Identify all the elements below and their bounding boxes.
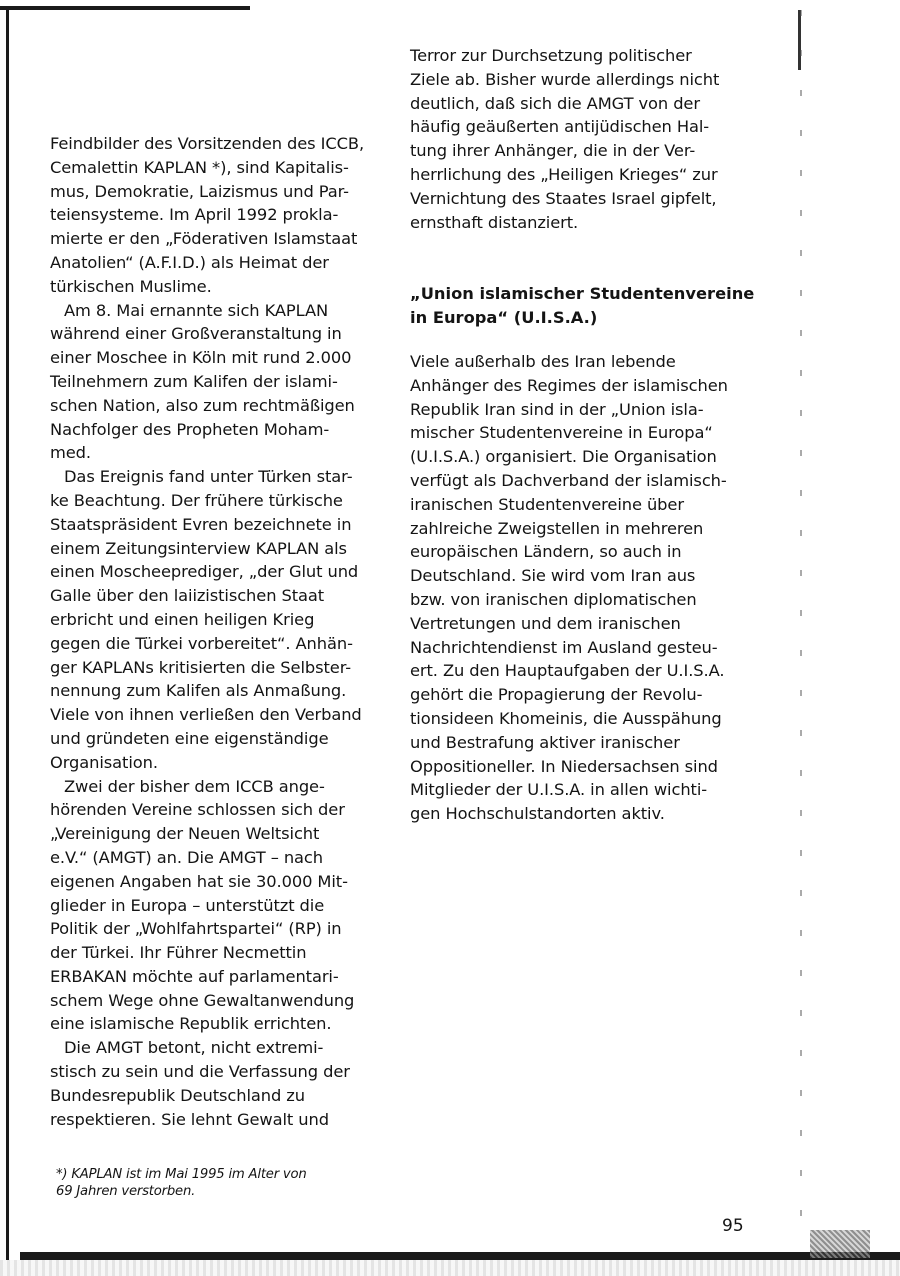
text-line: häufig geäußerten antijüdischen Hal-: [410, 117, 710, 137]
right-column-body: [410, 350, 770, 826]
scan-noise-corner: [810, 1230, 870, 1258]
text-line: ernsthaft distanziert.: [410, 212, 579, 232]
text-line: Anatolien“ (A.F.I.D.) als Heimat der: [50, 252, 329, 272]
text-line: deutlich, daß sich die AMGT von der: [410, 93, 700, 113]
text-line: Nachrichtendienst im Ausland gesteu-: [410, 637, 718, 657]
text-line: während einer Großveranstaltung in: [50, 324, 342, 344]
text-line: Organisation.: [50, 752, 158, 772]
text-line: Politik der „Wohlfahrtspartei“ (RP) in: [50, 919, 342, 939]
text-line: Galle über den laiizistischen Staat: [50, 586, 325, 606]
text-line: mus, Demokratie, Laizismus und Par-: [50, 181, 349, 201]
text-line: e.V.“ (AMGT) an. Die AMGT – nach: [50, 847, 323, 867]
text-line: hörenden Vereine schlossen sich der: [50, 800, 345, 820]
scan-edge-top: [0, 6, 250, 10]
footnote: [56, 1166, 356, 1200]
text-line: Am 8. Mai ernannte sich KAPLAN: [64, 300, 329, 320]
text-line: Deutschland. Sie wird vom Iran aus: [410, 566, 696, 586]
text-line: stisch zu sein und die Verfassung der: [50, 1062, 350, 1082]
scan-noise-bottom: [0, 1260, 900, 1276]
text-line: schem Wege ohne Gewaltanwendung: [50, 990, 355, 1010]
text-line: gen Hochschulstandorten aktiv.: [410, 804, 665, 824]
text-line: einer Moschee in Köln mit rund 2.000: [50, 348, 352, 368]
text-line: Das Ereignis fand unter Türken star-: [64, 467, 353, 487]
text-line: Die AMGT betont, nicht extremi-: [64, 1038, 324, 1058]
text-line: Anhänger des Regimes der islamischen: [410, 375, 728, 395]
text-line: respektieren. Sie lehnt Gewalt und: [50, 1109, 329, 1129]
text-line: mischer Studentenvereine in Europa“: [410, 423, 713, 443]
text-line: *) KAPLAN ist im Mai 1995 im Alter von: [56, 1167, 307, 1182]
text-line: Viele außerhalb des Iran lebende: [410, 352, 676, 371]
text-line: Staatspräsident Evren bezeichnete in: [50, 514, 352, 534]
text-line: Nachfolger des Propheten Moham-: [50, 419, 330, 439]
text-line: „Vereinigung der Neuen Weltsicht: [50, 824, 320, 844]
text-line: Oppositioneller. In Niedersachsen sind: [410, 756, 718, 776]
text-line: einem Zeitungsinterview KAPLAN als: [50, 538, 347, 558]
paragraph: [50, 775, 380, 1037]
section-heading-uisa: [410, 282, 770, 330]
text-line: und Bestrafung aktiver iranischer: [410, 732, 680, 752]
text-line: zahlreiche Zweigstellen in mehreren: [410, 518, 704, 538]
text-line: Viele von ihnen verließen den Verband: [50, 705, 362, 725]
paragraph: [50, 1036, 380, 1131]
text-line: tionsideen Khomeinis, die Ausspähung: [410, 708, 722, 728]
right-column-intro: [410, 44, 760, 234]
text-line: glieder in Europa – unterstützt die: [50, 895, 325, 915]
text-line: Republik Iran sind in der „Union isla-: [410, 399, 704, 419]
text-line: Zwei der bisher dem ICCB ange-: [64, 776, 325, 796]
text-line: Mitglieder der U.I.S.A. in allen wichti-: [410, 780, 708, 800]
text-line: mierte er den „Föderativen Islamstaat: [50, 229, 358, 249]
paragraph: [50, 465, 380, 774]
text-line: der Türkei. Ihr Führer Necmettin: [50, 943, 307, 963]
text-line: Ziele ab. Bisher wurde allerdings nicht: [410, 69, 720, 89]
text-line: ke Beachtung. Der frühere türkische: [50, 490, 343, 510]
paragraph: [50, 132, 380, 299]
text-line: „Union islamischer Studentenvereine: [410, 284, 755, 303]
text-line: tung ihrer Anhänger, die in der Ver-: [410, 141, 696, 161]
text-line: nennung zum Kalifen als Anmaßung.: [50, 681, 347, 701]
text-line: gegen die Türkei vorbereitet“. Anhän-: [50, 633, 353, 653]
text-line: ger KAPLANs kritisierten die Selbster-: [50, 657, 352, 677]
text-line: Bundesrepublik Deutschland zu: [50, 1085, 305, 1105]
scan-edge-right: [800, 10, 802, 1250]
text-line: (U.I.S.A.) organisiert. Die Organisation: [410, 447, 717, 467]
text-line: verfügt als Dachverband der islamisch-: [410, 470, 727, 490]
text-line: Terror zur Durchsetzung politischer: [410, 46, 692, 65]
text-line: schen Nation, also zum rechtmäßigen: [50, 395, 355, 415]
text-line: eigenen Angaben hat sie 30.000 Mit-: [50, 871, 348, 891]
text-line: teiensysteme. Im April 1992 prokla-: [50, 205, 339, 225]
text-line: bzw. von iranischen diplomatischen: [410, 589, 697, 609]
text-line: erbricht und einen heiligen Krieg: [50, 609, 315, 629]
paragraph: [50, 299, 380, 466]
page-number: 95: [722, 1216, 744, 1236]
text-line: med.: [50, 443, 91, 463]
scan-edge-bottom: [20, 1252, 900, 1260]
text-line: 69 Jahren verstorben.: [56, 1184, 196, 1199]
text-line: Vernichtung des Staates Israel gipfelt,: [410, 188, 717, 208]
text-line: Feindbilder des Vorsitzenden des ICCB,: [50, 134, 365, 153]
text-line: herrlichung des „Heiligen Krieges“ zur: [410, 164, 718, 184]
left-text-column: [50, 132, 380, 1131]
text-line: iranischen Studentenvereine über: [410, 494, 684, 514]
text-line: Cemalettin KAPLAN *), sind Kapitalis-: [50, 157, 349, 177]
scan-edge-left: [6, 10, 9, 1260]
text-line: und gründeten eine eigenständige: [50, 728, 329, 748]
text-line: ERBAKAN möchte auf parlamentari-: [50, 966, 339, 986]
text-line: eine islamische Republik errichten.: [50, 1014, 332, 1034]
text-line: Vertretungen und dem iranischen: [410, 613, 681, 633]
text-line: türkischen Muslime.: [50, 276, 212, 296]
text-line: einen Moscheeprediger, „der Glut und: [50, 562, 359, 582]
text-line: gehört die Propagierung der Revolu-: [410, 685, 703, 705]
text-line: europäischen Ländern, so auch in: [410, 542, 682, 562]
text-line: ert. Zu den Hauptaufgaben der U.I.S.A.: [410, 661, 725, 681]
text-line: Teilnehmern zum Kalifen der islami-: [50, 371, 338, 391]
text-line: in Europa“ (U.I.S.A.): [410, 307, 598, 327]
